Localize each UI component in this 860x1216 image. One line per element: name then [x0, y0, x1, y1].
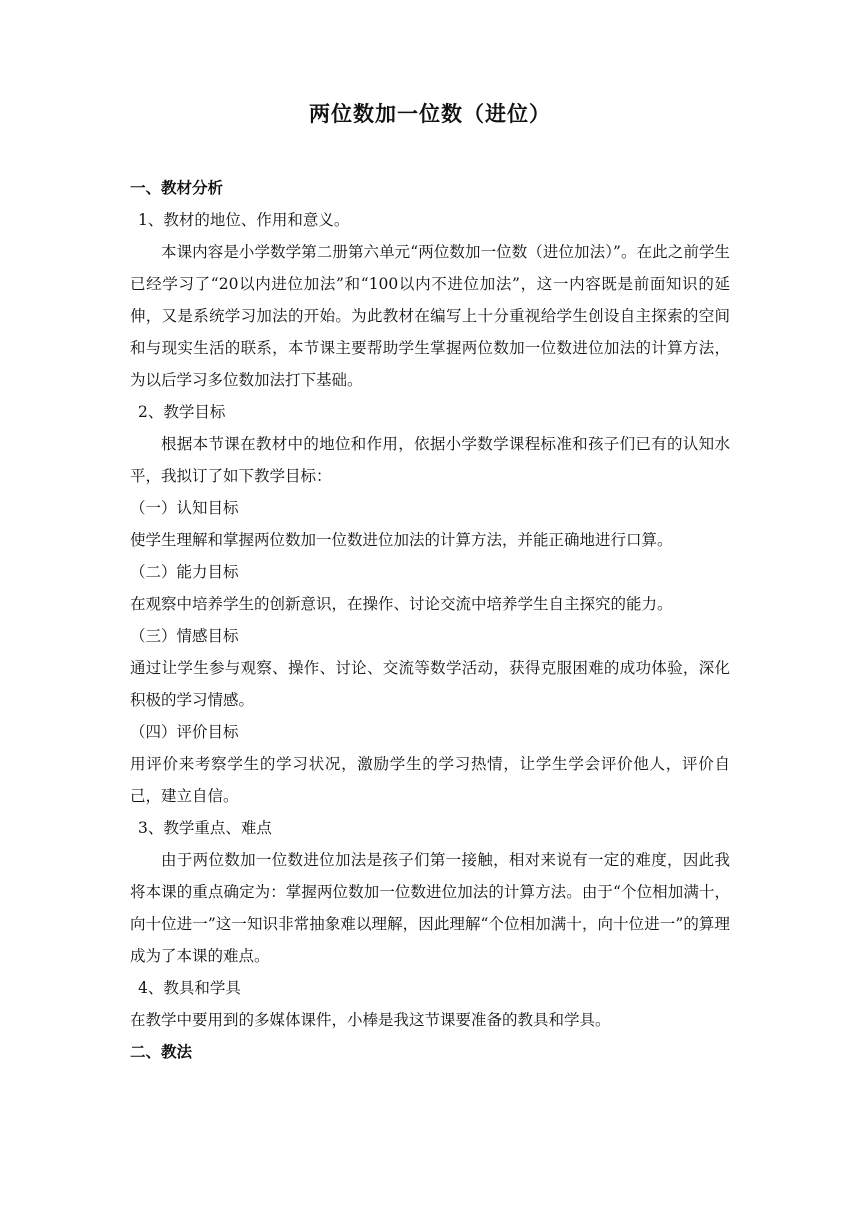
- goal-evaluation-text: 用评价来考察学生的学习状况，激励学生的学习热情，让学生学会评价他人，评价自己，建立自信。: [130, 755, 730, 805]
- goal-emotion-text: 通过让学生参与观察、操作、讨论、交流等数学活动，获得克服困难的成功体验，深化积极的学习情感。: [130, 659, 730, 709]
- section-heading-textbook-analysis: 一、教材分析: [130, 179, 224, 197]
- section-heading-methods: 二、教法: [130, 1043, 193, 1061]
- goal-cognitive-heading: （一）认知目标: [130, 499, 239, 517]
- paragraph-teaching-aids: 在教学中要用到的多媒体课件，小棒是我这节课要准备的教具和学具。: [130, 1011, 611, 1029]
- goal-cognitive-text: 使学生理解和掌握两位数加一位数进位加法的计算方法，并能正确地进行口算。: [130, 531, 673, 549]
- goal-emotion-heading: （三）情感目标: [130, 627, 239, 645]
- paragraph-role: 本课内容是小学数学第二册第六单元“两位数加一位数（进位加法）”。在此之前学生已经学习了“20以内进位加法”和“100以内不进位加法”，这一内容既是前面知识的延伸，又是系统学习加法的开始。为此教材在编写上十分重视给学生创设自主探索的空间和与现实生活的联系，本节课主要帮助学生掌握两位数加一位数进位加法的计算方法，为以后学习多位数加法打下基础。: [130, 243, 730, 389]
- subheading-teaching-goals: 2、教学目标: [138, 403, 226, 421]
- goal-ability-text: 在观察中培养学生的创新意识，在操作、讨论交流中培养学生自主探究的能力。: [130, 595, 673, 613]
- goal-evaluation-heading: （四）评价目标: [130, 723, 239, 741]
- subheading-key-points: 3、教学重点、难点: [138, 819, 272, 837]
- subheading-role: 1、教材的地位、作用和意义。: [138, 211, 350, 229]
- goal-ability-heading: （二）能力目标: [130, 563, 239, 581]
- subheading-teaching-aids: 4、教具和学具: [138, 979, 241, 997]
- document-title: 两位数加一位数（进位）: [309, 102, 551, 126]
- paragraph-key-points: 由于两位数加一位数进位加法是孩子们第一接触，相对来说有一定的难度，因此我将本课的重点确定为：掌握两位数加一位数进位加法的计算方法。由于“个位相加满十，向十位进一”这一知识非常抽象难以理解，因此理解“个位相加满十，向十位进一”的算理成为了本课的难点。: [130, 851, 730, 965]
- document-page: [130, 98, 730, 1068]
- paragraph-goals-intro: 根据本节课在教材中的地位和作用，依据小学数学课程标准和孩子们已有的认知水平，我拟订了如下教学目标：: [130, 435, 730, 485]
